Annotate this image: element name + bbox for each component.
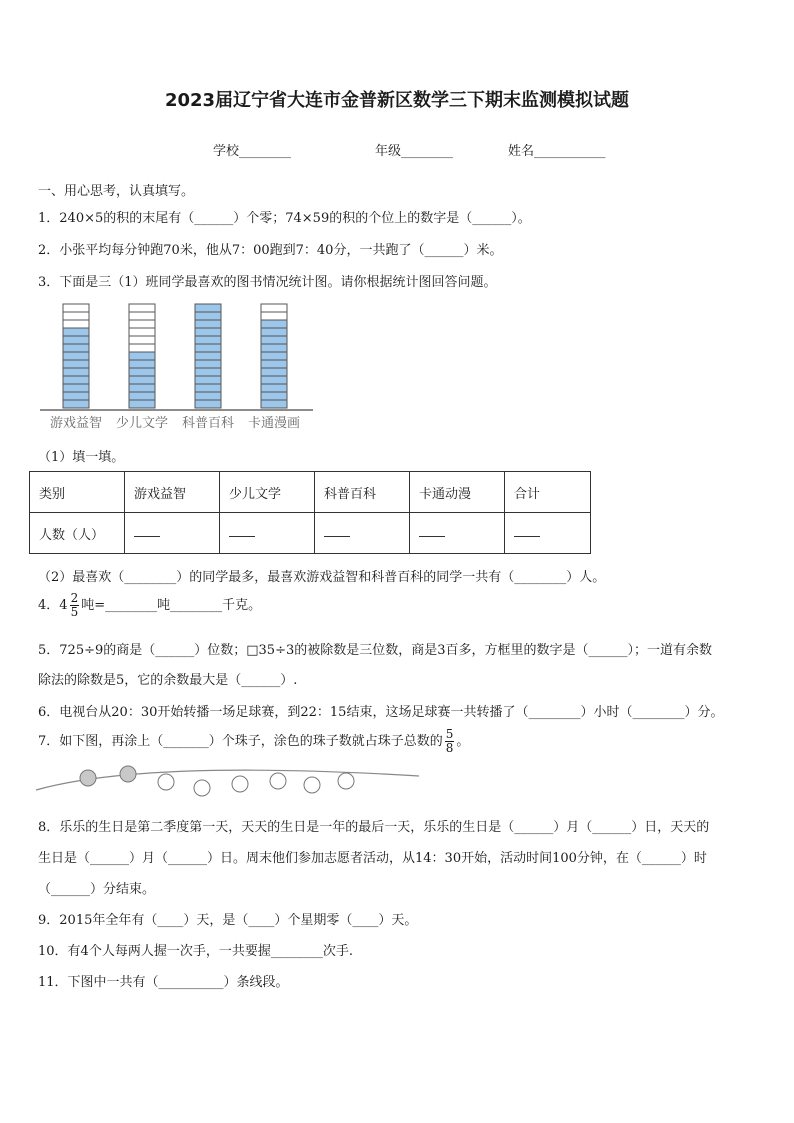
school-field: 学校________ (213, 144, 292, 159)
question-3-part-1: （1）填一填。 (38, 450, 125, 465)
bar-cell-filled (195, 344, 221, 352)
fraction-numerator: 5 (445, 727, 454, 741)
fraction-denominator: 8 (445, 741, 454, 755)
bar-cell-filled (195, 392, 221, 400)
chart-bar (129, 304, 155, 408)
fill-in-table (29, 471, 591, 554)
bar-cell-filled (129, 400, 155, 408)
bar-cell-filled (195, 320, 221, 328)
bar-cell-empty (63, 304, 89, 312)
fraction (70, 592, 80, 619)
bar-category-label: 卡通漫画 (247, 416, 301, 431)
bar-cell-filled (261, 368, 287, 376)
bead-plain (338, 773, 354, 789)
fraction-denominator: 5 (70, 605, 79, 619)
bead-plain (194, 780, 210, 796)
bar-cell-filled (63, 352, 89, 360)
bar-cell-filled (261, 336, 287, 344)
mixed-number-whole: 4 (59, 598, 68, 613)
question-2: 2．小张平均每分钟跑70米，他从7：00跑到7：40分，一共跑了（______）米。 (38, 243, 503, 258)
answer-blank[interactable] (315, 513, 410, 554)
bar-cell-filled (261, 400, 287, 408)
question-11: 11．下图中一共有（__________）条线段。 (38, 975, 289, 990)
bar-cell-filled (63, 368, 89, 376)
bead-string-figure (34, 760, 424, 805)
bead-plain (270, 773, 286, 789)
table-header-cell: 合计 (505, 472, 591, 513)
bar-cell-filled (129, 360, 155, 368)
bar-cell-filled (63, 360, 89, 368)
question-8-line-2: 生日是（______）月（______）日。周末他们参加志愿者活动，从14：30开始，活动时间100分钟，在（______）时 (38, 851, 707, 866)
bar-cell-filled (261, 320, 287, 328)
page-title: 2023届辽宁省大连市金普新区数学三下期末监测模拟试题 (164, 90, 630, 111)
bar-cell-filled (195, 304, 221, 312)
bar-cell-filled (261, 360, 287, 368)
answer-blank[interactable] (505, 513, 591, 554)
answer-blank[interactable] (220, 513, 315, 554)
bead-colored (80, 770, 96, 786)
bar-cell-filled (195, 384, 221, 392)
question-10: 10．有4个人每两人握一次手，一共要握________次手. (38, 944, 353, 959)
question-5-line-2: 除法的除数是5，它的余数最大是（______）. (38, 673, 298, 688)
question-7 (38, 728, 469, 755)
bar-cell-filled (63, 376, 89, 384)
table-header-cell: 卡通动漫 (410, 472, 505, 513)
bar-cell-empty (129, 320, 155, 328)
chart-bar (261, 304, 287, 408)
bar-cell-filled (63, 328, 89, 336)
bar-cell-filled (261, 392, 287, 400)
question-9: 9．2015年全年有（____）天，是（____）个星期零（____）天。 (38, 913, 418, 928)
bar-cell-filled (63, 336, 89, 344)
bar-cell-filled (261, 376, 287, 384)
bar-cell-filled (129, 376, 155, 384)
bar-cell-empty (63, 320, 89, 328)
bar-cell-filled (129, 368, 155, 376)
bar-cell-filled (261, 352, 287, 360)
table-row (30, 513, 591, 554)
answer-blank[interactable] (125, 513, 220, 554)
bar-cell-filled (129, 352, 155, 360)
grade-field: 年级________ (375, 144, 454, 159)
bar-cell-empty (129, 344, 155, 352)
bar-cell-filled (129, 392, 155, 400)
question-5-line-1: 5．725÷9的商是（______）位数；□35÷3的被除数是三位数，商是3百多，方框里的数字是（______）；一道有余数 (38, 643, 713, 658)
table-header-row (30, 472, 591, 513)
bar-cell-empty (129, 304, 155, 312)
answer-blank[interactable] (410, 513, 505, 554)
bar-cell-filled (195, 352, 221, 360)
bar-cell-filled (261, 344, 287, 352)
bar-cell-empty (63, 312, 89, 320)
table-header-cell: 少儿文学 (220, 472, 315, 513)
question-3: 3．下面是三（1）班同学最喜欢的图书情况统计图。请你根据统计图回答问题。 (38, 275, 497, 290)
question-3-part-2: （2）最喜欢（________）的同学最多，最喜欢游戏益智和科普百科的同学一共有（________）人。 (38, 570, 606, 585)
question-1: 1．240×5的积的末尾有（______）个零；74×59的积的个位上的数字是（______）。 (38, 211, 531, 226)
bar-cell-empty (129, 312, 155, 320)
bar-cell-filled (195, 360, 221, 368)
bar-cell-empty (129, 336, 155, 344)
bar-cell-empty (261, 312, 287, 320)
book-preference-chart (38, 298, 318, 438)
bar-cell-filled (195, 328, 221, 336)
table-header-cell: 游戏益智 (125, 472, 220, 513)
bead-colored (120, 766, 136, 782)
bead-plain (158, 774, 174, 790)
question-4-prefix: 4． (38, 598, 60, 613)
bar-category-label: 少儿文学 (115, 416, 169, 431)
table-header-cell: 科普百科 (315, 472, 410, 513)
bar-cell-filled (129, 384, 155, 392)
chart-bar (63, 304, 89, 408)
bar-cell-filled (195, 368, 221, 376)
bar-cell-filled (63, 344, 89, 352)
bar-cell-filled (261, 328, 287, 336)
bar-cell-filled (261, 384, 287, 392)
bar-category-label: 游戏益智 (49, 416, 103, 431)
question-7-text: 7．如下图，再涂上（_______）个珠子，涂色的珠子数就占珠子总数的 (38, 734, 443, 749)
bar-cell-filled (195, 336, 221, 344)
bar-cell-empty (261, 304, 287, 312)
table-row-label: 人数（人） (30, 513, 125, 554)
question-4 (38, 592, 261, 619)
bead-plain (232, 776, 248, 792)
bar-cell-filled (63, 400, 89, 408)
question-7-end: 。 (456, 734, 470, 749)
bar-cell-filled (195, 312, 221, 320)
name-field: 姓名___________ (508, 144, 606, 159)
question-8-line-3: （______）分结束。 (38, 882, 156, 897)
chart-bar (195, 304, 221, 408)
bar-cell-filled (195, 400, 221, 408)
bar-cell-empty (129, 328, 155, 336)
table-header-cell: 类别 (30, 472, 125, 513)
bar-cell-filled (63, 384, 89, 392)
bar-category-label: 科普百科 (181, 416, 235, 431)
fraction-numerator: 2 (70, 591, 79, 605)
bar-cell-filled (195, 376, 221, 384)
bead-plain (304, 777, 320, 793)
section-heading: 一、用心思考，认真填写。 (38, 184, 195, 199)
question-8-line-1: 8．乐乐的生日是第二季度第一天，天天的生日是一年的最后一天，乐乐的生日是（______）月（______）日，天天的 (38, 820, 710, 835)
fraction (445, 728, 455, 755)
question-6: 6．电视台从20：30开始转播一场足球赛，到22：15结束，这场足球赛一共转播了（________）小时（________）分。 (38, 705, 724, 720)
question-4-suffix: 吨=________吨________千克。 (81, 598, 262, 613)
bar-cell-filled (63, 392, 89, 400)
